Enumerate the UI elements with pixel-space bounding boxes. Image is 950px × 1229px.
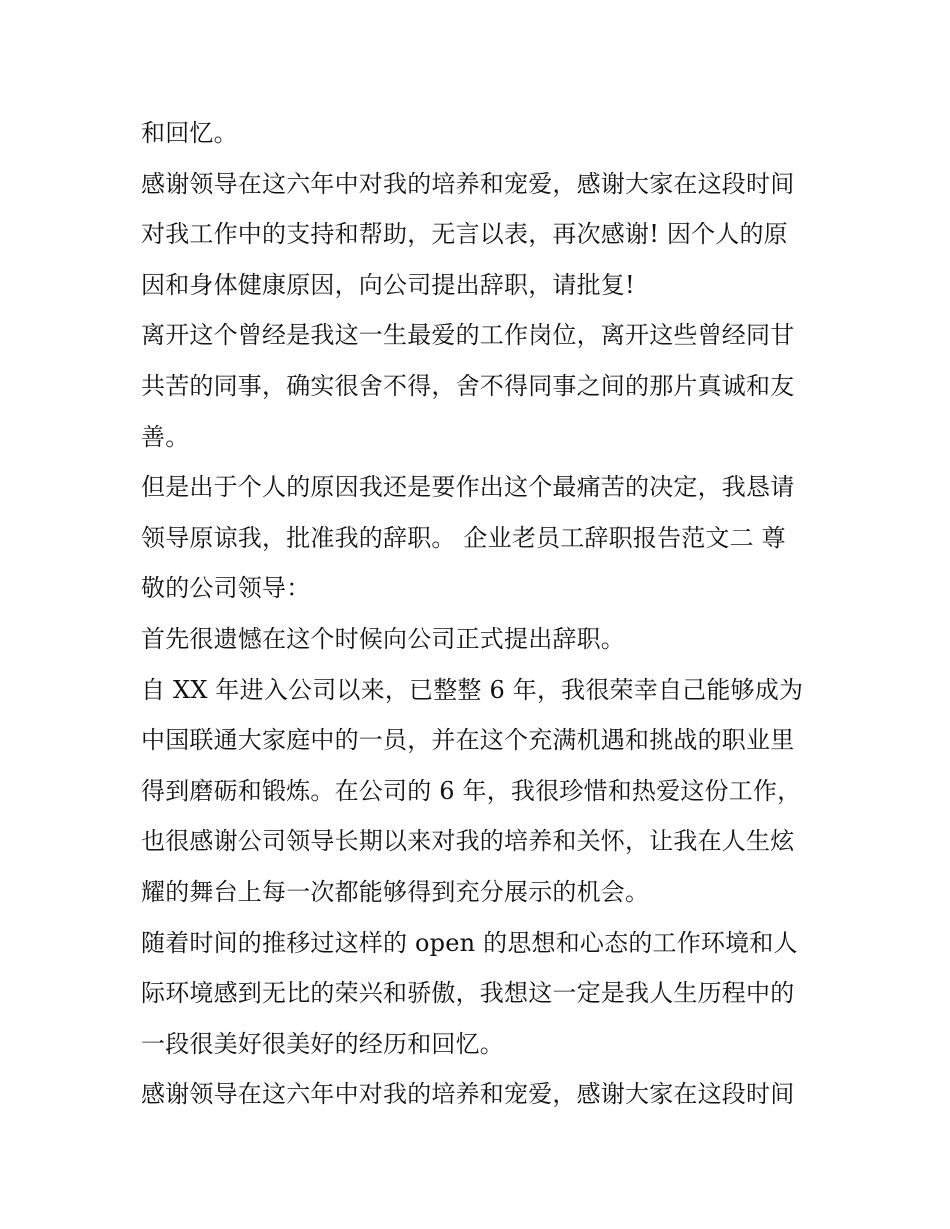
text-line: 但是出于个人的原因我还是要作出这个最痛苦的决定，我恳请: [141, 473, 795, 502]
text-line: 共苦的同事，确实很舍不得，舍不得同事之间的那片真诚和友: [141, 371, 795, 400]
text-line: 和回忆。: [141, 119, 238, 147]
text-line: 首先很遗憾在这个时候向公司正式提出辞职。: [141, 624, 625, 653]
text-line: 随着时间的推移过这样的 open 的思想和心态的工作环境和人: [141, 928, 798, 957]
text-line: 对我工作中的支持和帮助，无言以表，再次感谢! 因个人的原: [141, 220, 788, 249]
text-line: 感谢领导在这六年中对我的培养和宠爱，感谢大家在这段时间: [141, 1080, 795, 1109]
text-line: 敬的公司领导：: [141, 574, 311, 603]
text-line: 自 XX 年进入公司以来，已整整 6 年，我很荣幸自己能够成为: [141, 675, 804, 704]
text-line: 领导原谅我，批准我的辞职。 企业老员工辞职报告范文二 尊: [141, 523, 786, 552]
text-line: 耀的舞台上每一次都能够得到充分展示的机会。: [141, 877, 650, 906]
text-line: 一段很美好很美好的经历和回忆。: [141, 1029, 504, 1058]
text-line: 中国联通大家庭中的一员，并在这个充满机遇和挑战的职业里: [141, 726, 795, 755]
text-line: 也很感谢公司领导长期以来对我的培养和关怀，让我在人生炫: [141, 827, 795, 856]
text-line: 因和身体健康原因，向公司提出辞职，请批复!: [141, 270, 635, 299]
text-line: 际环境感到无比的荣兴和骄傲，我想这一定是我人生历程中的: [141, 979, 795, 1008]
text-line: 感谢领导在这六年中对我的培养和宠爱，感谢大家在这段时间: [141, 169, 795, 198]
document-body: [141, 108, 821, 1120]
text-line: 离开这个曾经是我这一生最爱的工作岗位，离开这些曾经同甘: [141, 321, 795, 350]
text-line: 得到磨砺和锻炼。在公司的 6 年，我很珍惜和热爱这份工作，: [141, 776, 802, 805]
text-line: 善。: [141, 422, 190, 451]
